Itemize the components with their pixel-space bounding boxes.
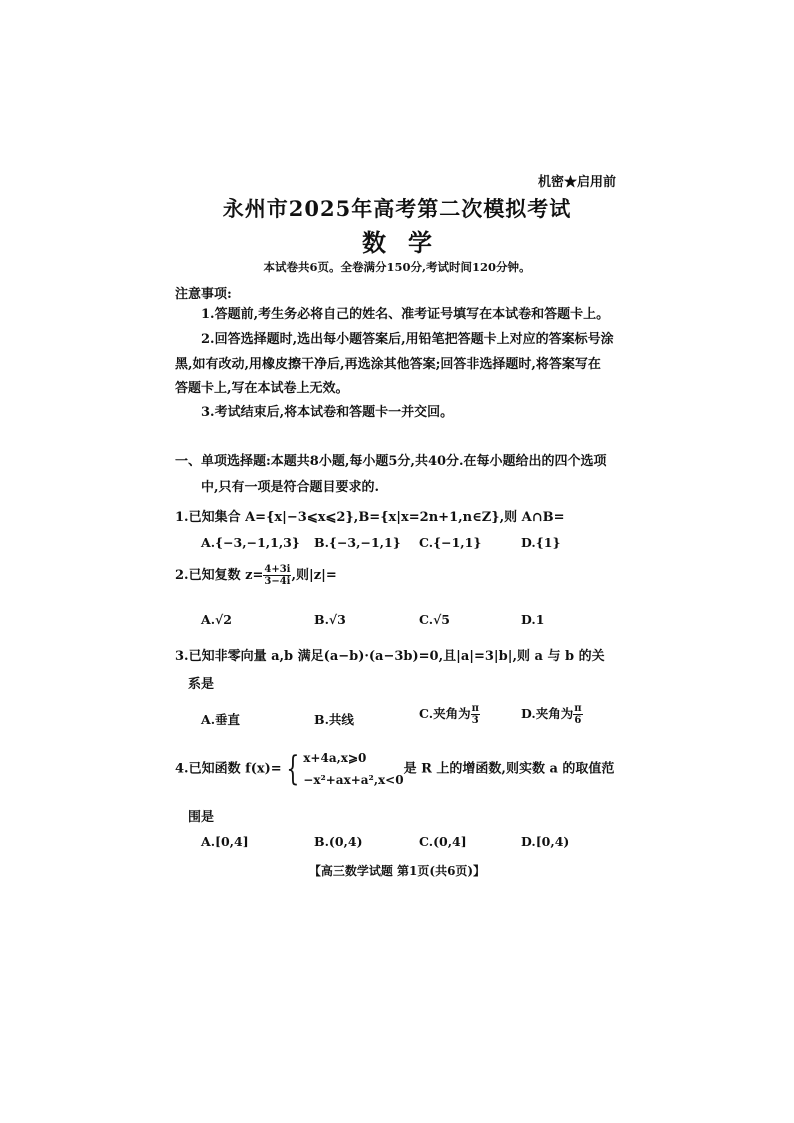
question-4-stem-pre: 4.已知函数 f(x)=	[175, 761, 282, 777]
fraction-numerator: 4+3i	[264, 564, 291, 575]
notice-item-2-line-3: 答题卡上,写在本试卷上无效。	[175, 381, 349, 396]
question-2-option-c: C.√5	[419, 612, 450, 627]
piecewise-case-2: −x²+ax+a²,x<0	[303, 773, 404, 787]
question-1-option-d: D.{1}	[521, 535, 561, 550]
question-3-stem-cont: 系是	[188, 677, 215, 692]
question-1-option-b: B.{−3,−1,1}	[314, 535, 401, 550]
question-4-stem	[175, 747, 614, 791]
question-2-option-d: D.1	[521, 612, 545, 627]
section-1-heading: 一、单项选择题:本题共8小题,每小题5分,共40分.在每小题给出的四个选项	[175, 454, 607, 469]
question-1-option-c: C.{−1,1}	[419, 535, 482, 550]
complex-fraction	[263, 564, 291, 587]
fraction-denominator: 3−4i	[264, 576, 291, 587]
notice-heading: 注意事项:	[175, 287, 232, 302]
question-3-option-a: A.垂直	[201, 712, 241, 727]
notice-item-1: 1.答题前,考生务必将自己的姓名、准考证号填写在本试卷和答题卡上。	[201, 307, 610, 322]
confidential-label: 机密★启用前	[537, 175, 616, 190]
piecewise-brace: {	[285, 749, 299, 789]
angle-fraction-c	[471, 703, 480, 726]
question-2-option-a: A.√2	[201, 612, 232, 627]
question-2-option-b: B.√3	[314, 612, 346, 627]
notice-item-2-line-2: 黑,如有改动,用橡皮擦干净后,再选涂其他答案;回答非选择题时,将答案写在	[175, 357, 601, 372]
question-4-option-d: D.[0,4)	[521, 834, 570, 849]
subject-title: 数学	[362, 228, 454, 257]
question-2-stem-post: ,则|z|=	[291, 568, 337, 583]
question-1-option-a: A.{−3,−1,1,3}	[201, 535, 300, 550]
angle-fraction-d	[573, 703, 582, 726]
page-footer: 【高三数学试题 第1页(共6页)】	[308, 864, 486, 878]
question-3-option-d	[521, 703, 583, 726]
piecewise-case-1: x+4a,x⩾0	[303, 751, 367, 765]
exam-title: 永州市2025年高考第二次模拟考试	[222, 196, 572, 221]
question-4-option-c: C.(0,4]	[419, 834, 467, 849]
question-3-option-d-label: D.夹角为	[521, 706, 574, 721]
notice-item-3: 3.考试结束后,将本试卷和答题卡一并交回。	[201, 405, 454, 420]
question-2-stem	[175, 564, 337, 587]
question-4-stem-post: 是 R 上的增函数,则实数 a 的取值范	[403, 761, 615, 777]
question-4-stem-cont: 围是	[188, 810, 215, 825]
question-4-option-a: A.[0,4]	[201, 834, 249, 849]
angle-d-numerator: π	[574, 703, 582, 714]
exam-info: 本试卷共6页。全卷满分150分,考试时间120分钟。	[263, 260, 531, 274]
question-3-stem: 3.已知非零向量 a,b 满足(a−b)·(a−3b)=0,且|a|=3|b|,则 a 与 b 的关	[175, 649, 605, 664]
notice-item-2-line-1: 2.回答选择题时,选出每小题答案后,用铅笔把答题卡上对应的答案标号涂	[201, 332, 614, 347]
question-3-option-c-label: C.夹角为	[419, 706, 471, 721]
question-1-stem: 1.已知集合 A={x|−3⩽x⩽2},B={x|x=2n+1,n∈Z},则 A∩B=	[175, 510, 565, 525]
question-2-stem-pre: 2.已知复数 z=	[175, 568, 264, 583]
question-4-option-b: B.(0,4)	[314, 834, 363, 849]
angle-c-numerator: π	[471, 703, 479, 714]
angle-c-denominator: 3	[471, 715, 479, 726]
question-3-option-c	[419, 703, 480, 726]
question-3-option-b: B.共线	[314, 712, 354, 727]
section-1-heading-cont: 中,只有一项是符合题目要求的.	[201, 480, 380, 495]
angle-d-denominator: 6	[574, 715, 582, 726]
piecewise-cases	[303, 747, 403, 791]
